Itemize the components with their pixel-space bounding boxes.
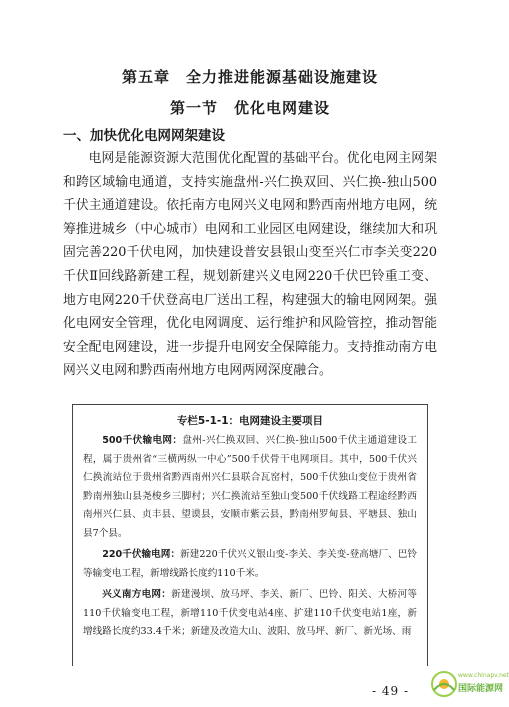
watermark [430,668,509,702]
box-item-text: 新建漫坝、放马坪、李关、新厂、巴铃、阳关、大桥河等110千伏输变电工程，新增110千伏变电站4座、扩建110千伏变电站1座，新增线路长度约33.4千米；新建及改造大山、波阳、放马坪、新厂、新光场、雨 [83,589,418,637]
page-number: - 49 - [372,684,410,698]
box-item [83,546,417,583]
watermark-name: 国际能源网 [458,684,504,694]
project-list-box [72,404,428,666]
watermark-logo-icon [430,670,458,698]
box-item-lead: 兴义南方电网： [102,589,172,600]
box-item-lead: 500千伏输电网： [102,435,183,446]
box-title: 专栏5-1-1：电网建设主要项目 [176,415,324,427]
subsection-heading: 一、加快优化电网网架建设 [63,128,225,144]
section-title: 第一节 优化电网建设 [169,99,330,117]
box-item [83,432,417,543]
watermark-url: www.chinapv.net [458,672,509,679]
chapter-title: 第五章 全力推进能源基础设施建设 [121,68,378,86]
body-paragraph: 电网是能源资源大范围优化配置的基础平台。优化电网主网架和跨区域输电通道，支持实施盘州-兴仁换双回、兴仁换-独山500千伏主通道建设。依托南方电网兴义电网和黔西南州地方电网，统筹推进城乡（中心城市）电网和工业园区电网建设，继续加大和巩固完善220千伏电网，加快建设普安县银山变至兴仁市李关变220千伏Ⅱ回线路新建工程，规划新建兴义电网220千伏巴铃重工变、地方电网220千伏登高电厂送出工程，构建强大的输电网网架。强化电网安全管理，优化电网调度、运行维护和风险管控，推动智能安全配电网建设，进一步提升电网安全保障能力。支持推动南方电网兴义电网和黔西南州地方电网两网深度融合。 [63,151,437,379]
box-item-text: 盘州-兴仁换双回、兴仁换-独山500千伏主通道建设工程，属于贵州省“三横两纵一中心”500千伏骨干电网项目。其中，500千伏兴仁换流站位于贵州省黔西南州兴仁县联合瓦窑村，500千伏独山变位于贵州省黔南州独山县尧梭乡三脚村；兴仁换流站至独山变500千伏线路工程途经黔西南州兴仁县、贞丰县、望谟县，安顺市紫云县，黔南州罗甸县、平塘县、独山县7个县。 [83,435,418,539]
box-item-text: 新建220千伏兴义银山变-李关、李关变-登高塘厂、巴铃等输变电工程，新增线路长度约110千米。 [83,549,418,579]
box-item [83,586,417,642]
box-item-lead: 220千伏输电网： [102,549,181,560]
